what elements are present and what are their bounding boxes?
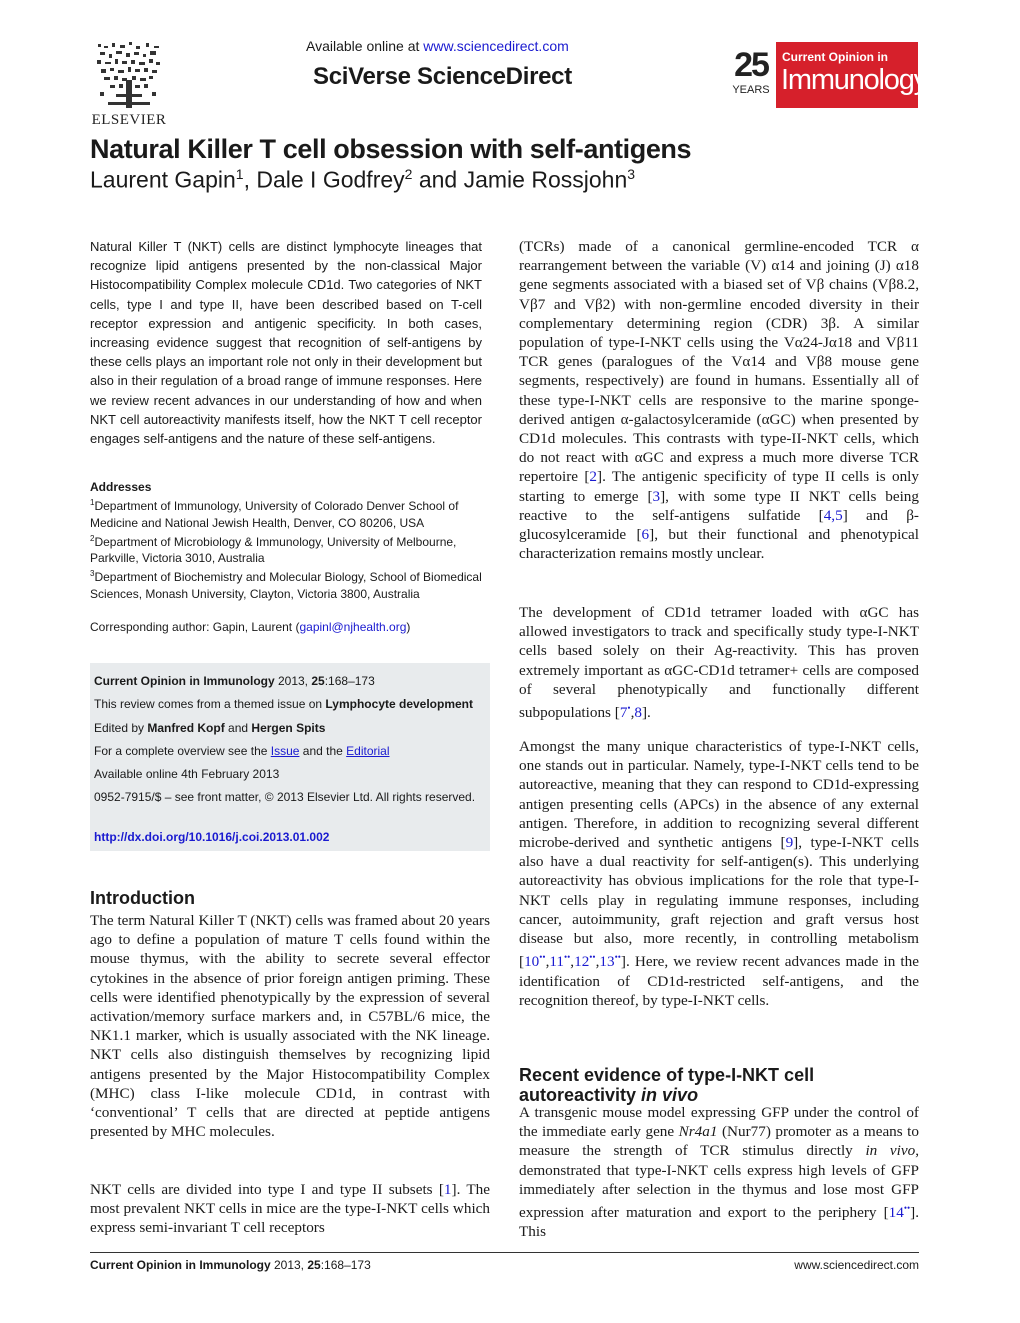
editorial-link[interactable]: Editorial <box>346 744 390 758</box>
intro-paragraph: The term Natural Killer T (NKT) cells was framed about 20 years ago to define a population of mature T cells found within the mouse thymus, with the ability to secrete several effector cytokines in the absence of prior foreign antigen priming. These cells were identified phenotypically by the expression of several activation/memory surface markers and, in C57BL/6 mice, the NK1.1 marker, which is usually associated with the NK lineage. NKT cells also distinguish themselves by recognizing lipid antigens presented by the Major Histocompatibility Complex (MHC) class I-like molecule CD1d, in contrast with ‘conventional’ T cells that are directed at peptide antigens presented by MHC molecules. <box>90 912 490 1141</box>
paragraph-text: A transgenic mouse model expressing GFP under the control of the immediate early gene <box>519 1104 919 1141</box>
address-item <box>90 495 490 531</box>
paragraph-text: ]. The antigenic specificity of type II cells is only starting to emerge [ <box>519 468 919 505</box>
sciencedirect-link[interactable]: www.sciencedirect.com <box>423 38 569 54</box>
author-name: Jamie Rossjohn <box>463 166 628 193</box>
elsevier-wordmark: ELSEVIER <box>91 112 167 128</box>
author-name: Laurent Gapin <box>90 166 236 193</box>
corresponding-author <box>90 620 490 634</box>
addresses-heading: Addresses <box>90 480 152 494</box>
address-text: Department of Biochemistry and Molecular Biology, School of Biomedical Sciences, Monash University, Clayton, Victoria 3800, Australia <box>90 570 482 601</box>
citation-year: 2013, <box>274 674 312 688</box>
reference-link[interactable]: 3 <box>652 487 661 505</box>
corresponding-suffix: ) <box>406 620 411 634</box>
addresses <box>90 479 490 602</box>
overview-conjunction: and the <box>299 744 347 758</box>
reference-link[interactable]: 10 <box>524 953 540 971</box>
paragraph-text: (Nur77) promoter as a means to measure the strength of TCR stimulus directly <box>519 1123 919 1160</box>
years-badge <box>726 42 776 108</box>
paragraph-text: ]. The most prevalent NKT cells in mice are the type-I-NKT cells which express semi-invariant T cell receptors <box>90 1181 490 1237</box>
paragraph-text: ]. <box>641 704 651 722</box>
paragraph-text: Amongst the many unique characteristics of type-I-NKT cells, one stands out in particular. Namely, type-I-NKT cells tend to be autoreactive, meaning that they can respond to CD1d-expressing antigen presenting cells (APCs) in the absence of any external antigen. Therefore, in addition to recognizing several different microbe-derived and synthetic antigens [ <box>519 738 919 852</box>
reference-link[interactable]: 4,5 <box>823 506 843 524</box>
available-prefix: Available online at <box>306 38 424 54</box>
intro-paragraph <box>90 1180 490 1238</box>
reference-link[interactable]: 6 <box>641 526 650 544</box>
reference-link[interactable]: 7 <box>619 704 628 722</box>
reference-link[interactable]: 9 <box>785 834 794 852</box>
reference-importance-marker: •• <box>614 952 621 963</box>
address-marker: 2 <box>90 533 95 543</box>
section-heading <box>519 1065 919 1105</box>
paragraph-text: ], type-I-NKT cells also have a dual reactivity for self-antigen(s). This underlying autoreactivity has obvious implications for the role that type-I-NKT cells play in regulating immune responses, including cancer, autoimmunity, graft rejection and graft versus host disease but also, more recently, in controlling metabolism [ <box>519 834 919 971</box>
editor-name: Manfred Kopf <box>147 721 225 735</box>
email-link[interactable]: gapinl@njhealth.org <box>299 620 407 634</box>
body-paragraph: Amongst the many unique characteristics of type-I-NKT cells, one stands out in particular. Namely, type-I-NKT cells tend to be autoreactive, meaning that they can respond to CD1d-expressing antigen presenting cells (APCs) in the absence of any external antigen. Therefore, in addition to recognizing several different microbe-derived and synthetic antigens [9], type-I-NKT cells also have a dual reactivity for self-antigen(s). This underlying autoreactivity has obvious implications for the role that type-I-NKT cells play in regulating immune responses, including cancer, autoimmunity, graft rejection and graft versus host disease but also, more recently, in controlling metabolism [10••,11••,12••,13••]. Here, we review recent advances made in the identification of CD1d-restricted self-antigens, and the recognition thereof, by type-I-NKT cells. <box>519 738 919 1009</box>
body-paragraph <box>519 1103 919 1241</box>
elsevier-tree-icon <box>94 40 164 110</box>
paragraph-text: The development of CD1d tetramer loaded with αGC has allowed investigators to track and specifically study type-I-NKT cells based solely on their Ag-reactivity. This has proven extremely important as αGC-CD1d tetramer+ cells are composed of several phenotypically and functionally different subpopulations [ <box>519 604 919 722</box>
themed-issue-line <box>94 696 486 712</box>
footer-url[interactable]: www.sciencedirect.com <box>794 1258 919 1272</box>
reference-link[interactable]: 2 <box>589 468 598 486</box>
overview-prefix: For a complete overview see the <box>94 744 271 758</box>
years-label: YEARS <box>732 84 770 96</box>
footer-journal: Current Opinion in Immunology <box>90 1258 271 1272</box>
overview-line <box>94 743 486 759</box>
journal-name-line2: Immunology <box>781 64 927 96</box>
address-marker: 3 <box>90 569 95 579</box>
italic-term: in vivo <box>865 1142 916 1160</box>
body-paragraph <box>519 237 919 563</box>
reference-link[interactable]: 12 <box>574 953 590 971</box>
affiliation-marker: 3 <box>627 166 636 182</box>
reference-importance-marker: • <box>627 703 631 714</box>
affiliation-marker: 2 <box>404 166 413 182</box>
address-item <box>90 566 490 602</box>
footer-year: 2013, <box>270 1258 308 1272</box>
available-online-line <box>306 38 569 54</box>
citation-volume: 25 <box>311 674 325 688</box>
paragraph-text: NKT cells are divided into type I and type II subsets [ <box>90 1181 444 1198</box>
reference-importance-marker: •• <box>903 1203 911 1214</box>
paragraph-text: ], but their functional and phenotypical characterization remains mostly unclear. <box>519 526 920 563</box>
themed-issue-name: Lymphocyte development <box>325 697 474 711</box>
edited-prefix: Edited by <box>94 721 148 735</box>
editor-name: Hergen Spits <box>251 721 326 735</box>
address-marker: 1 <box>90 498 95 508</box>
article-info-box <box>90 663 490 851</box>
copyright-line: 0952-7915/$ – see front matter, © 2013 Elsevier Ltd. All rights reserved. <box>94 790 476 804</box>
heading-text: Recent evidence of type-I-NKT cell autoreactivity <box>519 1065 815 1105</box>
elsevier-logo <box>88 40 170 128</box>
reference-importance-marker: •• <box>563 952 571 963</box>
body-paragraph: The development of CD1d tetramer loaded with αGC has allowed investigators to track and specifically study type-I-NKT cells based solely on their Ag-reactivity. This has proven extremely important as αGC-CD1d tetramer+ cells are composed of several phenotypically and functionally different subpopulations [7•,8]. <box>519 604 919 722</box>
citation-line <box>94 673 486 689</box>
paragraph-text: , demonstrated that type-I-NKT cells express high levels of GFP immediately after selection in the thymus and lose most GFP expression after maturation and export to the periphery [ <box>519 1142 919 1222</box>
heading-text-italic: in vivo <box>641 1085 699 1105</box>
reference-link[interactable]: 1 <box>443 1181 452 1198</box>
journal-name-block <box>776 42 927 108</box>
paragraph-text: ]. Here, we review recent advances made in the identification of CD1d-restricted self-antigens, and the recognition thereof, by type-I-NKT cells. <box>519 953 919 1009</box>
reference-link[interactable]: 14 <box>888 1204 904 1222</box>
footer-citation <box>90 1258 371 1272</box>
sciverse-brand: SciVerse ScienceDirect <box>313 63 572 90</box>
article-title: Natural Killer T cell obsession with self-antigens <box>90 134 692 164</box>
editor-conjunction: and <box>224 721 252 735</box>
introduction-heading: Introduction <box>90 888 195 908</box>
doi-link[interactable]: http://dx.doi.org/10.1016/j.coi.2013.01.002 <box>94 830 330 844</box>
issue-link[interactable]: Issue <box>270 744 300 758</box>
footer-rule <box>90 1252 919 1253</box>
themed-prefix: This review comes from a themed issue on <box>94 697 326 711</box>
affiliation-marker: 1 <box>235 166 244 182</box>
journal-logo <box>726 42 927 108</box>
address-text: Department of Microbiology & Immunology, University of Melbourne, Parkville, Victoria 3010, Australia <box>90 534 457 566</box>
address-text: Department of Immunology, University of Colorado Denver School of Medicine and National Jewish Health, Denver, CO 80206, USA <box>90 499 459 530</box>
abstract: Natural Killer T (NKT) cells are distinct lymphocyte lineages that recognize lipid antigens presented by the non-classical Major Histocompatibility Complex molecule CD1d. Two categories of NKT cells, type I and type II, have been described based on T-cell receptor expression and antigenic specificity. In both cases, increasing evidence suggest that recognition of self-antigens by these cells plays an important role not only in their development but also in their regulation of a broad range of immune responses. Here we review recent advances in our understanding of how and when NKT cell autoreactivity manifests itself, how the NKT T cell receptor engages self-antigens and the nature of these self-antigens. <box>90 239 482 447</box>
footer-pages: :168–173 <box>320 1258 371 1272</box>
address-item <box>90 531 490 567</box>
citation-pages: :168–173 <box>324 674 375 688</box>
reference-link[interactable]: 8 <box>634 704 642 722</box>
corresponding-prefix: Corresponding author: Gapin, Laurent ( <box>90 620 300 634</box>
paragraph-text: ] and β-glucosylceramide [ <box>519 506 919 544</box>
paragraph-text: (TCRs) made of a canonical germline-encoded TCR α rearrangement between the variable (V) α14 and joining (J) α18 gene segments associated with a biased set of Vβ chains (Vβ8.2, Vβ7 and Vβ2) with non-germline encoded diversity in their complementary determining region (CDR) 3β. A similar population of type-I-NKT cells using the Vα24-Jα18 and Vβ11 TCR genes (paralogues of the Vα14 and Vβ8 mouse gene segments, respectively) are found in humans. Essentially all of these type-I-NKT cells are responsive to the marine sponge-derived antigen α-galactosylceramide (αGC) when presented by CD1d molecules. This contrasts with type-II-NKT cells, which do not react with αGC and express a much more diverse TCR repertoire [ <box>519 238 919 486</box>
available-date: Available online 4th February 2013 <box>94 767 280 781</box>
reference-importance-marker: •• <box>539 952 546 963</box>
editors-line <box>94 720 486 736</box>
journal-name: Current Opinion in Immunology <box>94 674 275 688</box>
author-conjunction: and <box>418 166 458 193</box>
reference-link[interactable]: 11 <box>549 953 564 971</box>
footer-volume: 25 <box>307 1258 321 1272</box>
author-list: Laurent Gapin$^1$, Dale I Godfrey$^2$ and Jamie Rossjohn$^3$ <box>90 166 636 193</box>
gene-name: Nr4a1 <box>678 1123 718 1141</box>
paragraph-text: ]. This <box>519 1204 919 1241</box>
reference-link[interactable]: 13 <box>599 953 615 971</box>
paragraph-text: ], with some type II NKT cells being reactive to the self-antigens sulfatide [ <box>519 487 919 524</box>
years-number: 25 <box>734 46 768 84</box>
journal-name-line1: Current Opinion in <box>782 50 888 64</box>
reference-importance-marker: •• <box>589 952 596 963</box>
author-name: Dale I Godfrey <box>256 166 405 193</box>
